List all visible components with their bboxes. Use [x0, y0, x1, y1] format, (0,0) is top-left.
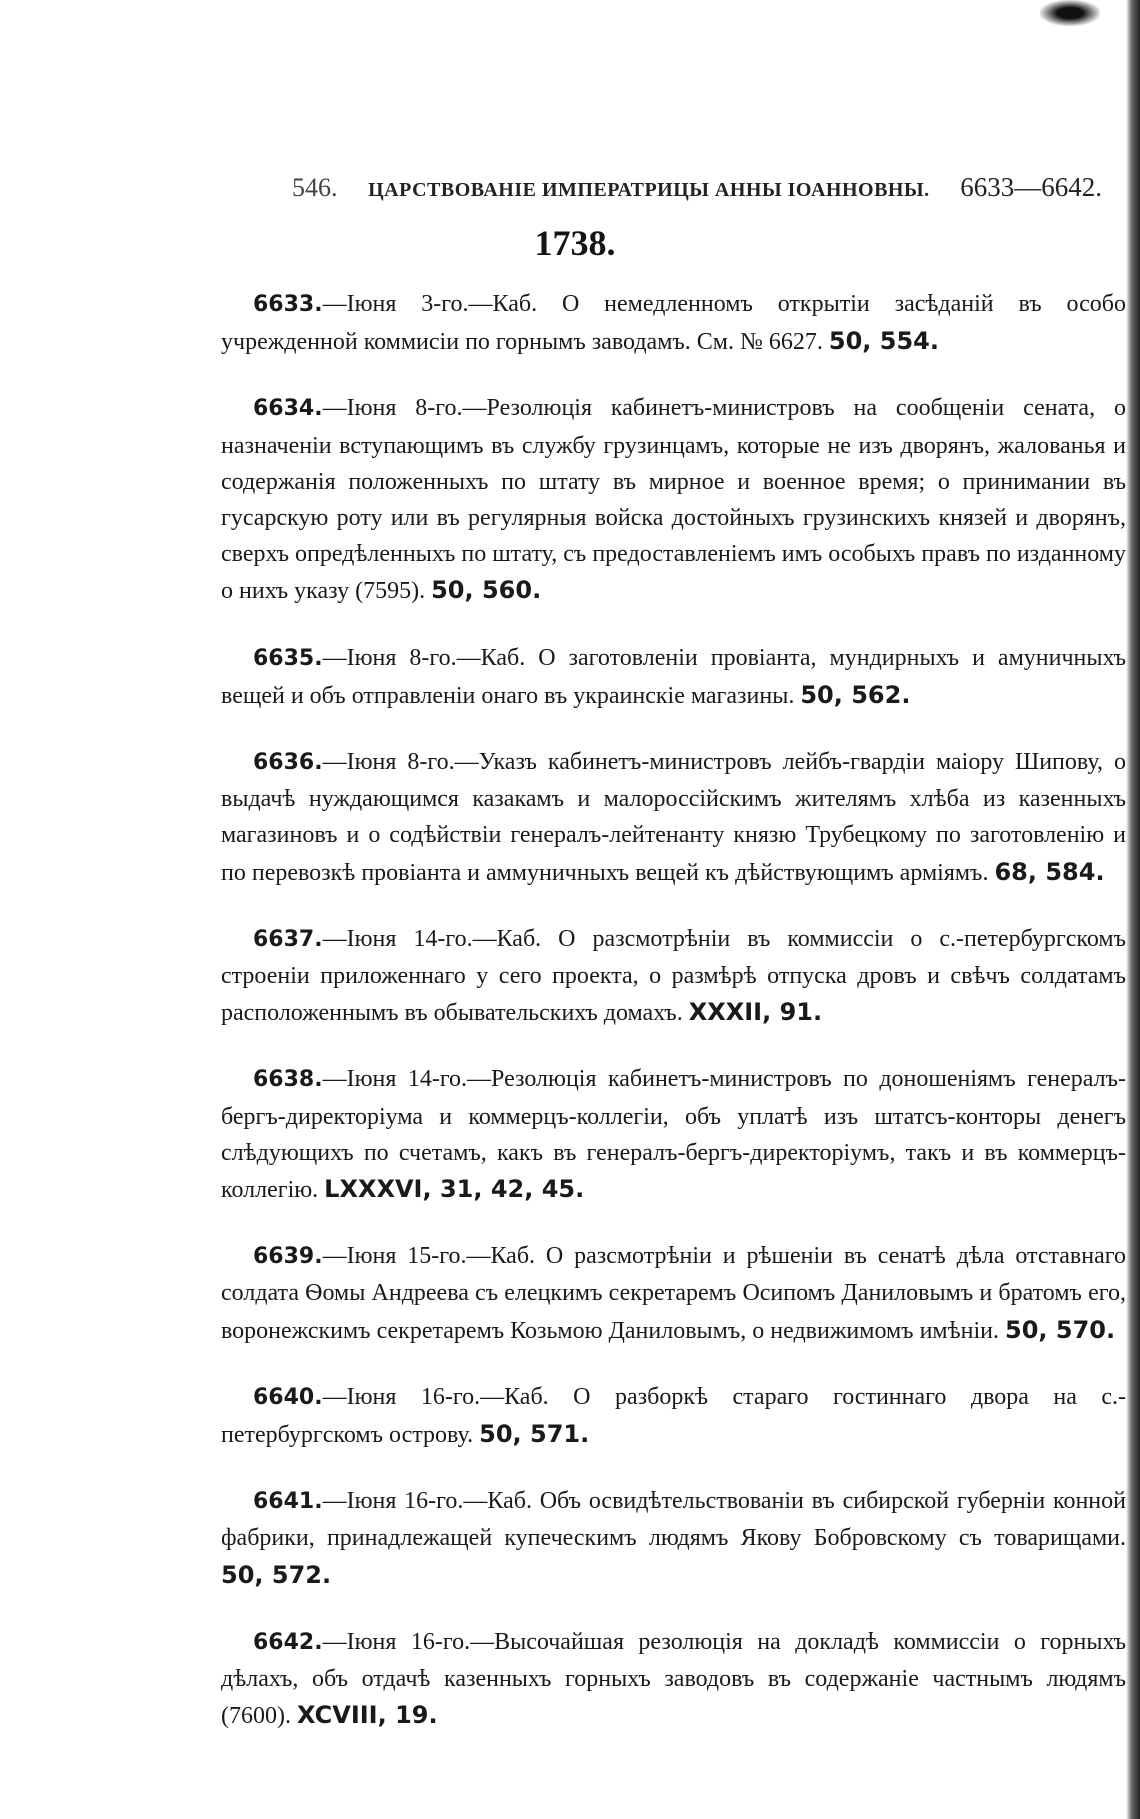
entries-list	[221, 286, 1126, 1765]
page-edge	[1126, 0, 1140, 1819]
entry-ref: XXXII, 91.	[688, 998, 823, 1027]
entry	[221, 1238, 1126, 1349]
entry-text: —Іюня 14-го.—Каб. О разсмотрѣніи въ коммиссіи о с.-петербургскомъ строеніи приложеннаго у сего проекта, о размѣрѣ отпуска дровъ и свѣчъ солдатамъ расположеннымъ въ обывательскихъ домахъ.	[221, 925, 1126, 1027]
entry	[221, 640, 1126, 714]
entry-number: 6641.	[253, 1489, 323, 1515]
entry	[221, 921, 1126, 1032]
entry-ref: 50, 560.	[431, 576, 542, 605]
entry	[221, 390, 1126, 609]
entry-number: 6638.	[253, 1067, 323, 1093]
entry-ref: 50, 571.	[479, 1420, 590, 1449]
entry-ref: 50, 562.	[800, 680, 911, 709]
entry-ref: LXXXVI, 31, 42, 45.	[324, 1175, 585, 1204]
entry	[221, 744, 1126, 891]
entry	[221, 1624, 1126, 1735]
entry-text: —Іюня 8-го.—Резолюція кабинетъ-министровъ на сообщеніи сената, о назначеніи вступающимъ въ службу грузинцамъ, которые не изъ дворянъ, жалованья и содержанія положенныхъ по штату въ мирное и военное время; о принимании въ гусарскую роту или въ регулярныя войска достойныхъ грузинскихъ князей и дворянъ, сверхъ опредѣленныхъ по штату, съ предоставленіемъ имъ особыхъ правъ по изданному о нихъ указу (7595).	[221, 395, 1126, 605]
year-heading: 1738.	[534, 223, 616, 263]
entry-text: —Іюня 16-го.—Высочайшая резолюція на докладѣ коммиссіи о горныхъ дѣлахъ, объ отдачѣ казенныхъ горныхъ заводовъ въ содержаніе частнымъ людямъ (7600).	[221, 1628, 1126, 1730]
entry-text: —Іюня 8-го.—Указъ кабинетъ-министровъ лейбъ-гвардіи маіору Шипову, о выдачѣ нуждающимся казакамъ и малороссійскимъ жителямъ хлѣба из казенныхъ магазиновъ и о содѣйствіи генералъ-лейтенанту князю Трубецкому по заготовленію и по перевозкѣ провіанта и аммуничныхъ вещей къ дѣйствующимъ арміямъ.	[221, 749, 1126, 886]
entry-number: 6636.	[253, 750, 323, 776]
page-number: 546.	[292, 173, 338, 202]
entry-ref: 50, 554.	[828, 327, 939, 356]
entry-range: 6633—6642.	[960, 172, 1102, 202]
entry-ref: 50, 572.	[221, 1560, 332, 1589]
entry-number: 6639.	[253, 1244, 323, 1270]
entry	[221, 1483, 1126, 1594]
entry-number: 6642.	[253, 1629, 323, 1655]
entry-text: —Іюня 15-го.—Каб. О разсмотрѣніи и рѣшеніи въ сенатѣ дѣла отставнаго солдата Ѳомы Андреева съ елецкимъ секретаремъ Осипомъ Даниловымъ и братомъ его, воронежскимъ секретаремъ Козьмою Даниловымъ, о недвижимомъ имѣніи.	[221, 1243, 1126, 1344]
entry-text: —Іюня 14-го.—Резолюція кабинетъ-министровъ по доношеніямъ генералъ-бергъ-директоріума и коммерцъ-коллегіи, объ уплатѣ изъ штатсъ-конторы денегъ слѣдующихъ по счетамъ, какъ въ генералъ-бергъ-директоріумъ, такъ и въ коммерцъ-коллегію.	[221, 1066, 1126, 1204]
entry-ref: 50, 570.	[1005, 1315, 1116, 1344]
entry-ref: XCVIII, 19.	[296, 1701, 438, 1730]
ink-blot	[1040, 0, 1100, 26]
entry-text: —Іюня 3-го.—Каб. О немедленномъ открытіи засѣданій въ особо учрежденной коммисіи по горнымъ заводамъ. См. № 6627.	[221, 291, 1126, 356]
entry	[221, 286, 1126, 360]
entry	[221, 1061, 1126, 1208]
entry-ref: 68, 584.	[994, 857, 1105, 886]
entry-number: 6633.	[253, 292, 323, 317]
entry-number: 6635.	[253, 645, 323, 671]
entry-text: —Іюня 16-го.—Каб. Объ освидѣтельствованіи въ сибирской губерніи конной фабрики, принадлежащей купеческимъ людямъ Якову Бобровскому съ товарищами.	[221, 1488, 1126, 1552]
entry-number: 6640.	[253, 1384, 323, 1410]
running-head	[292, 172, 1102, 203]
running-title: ЦАРСТВОВАНІЕ ИМПЕРАТРИЦЫ АННЫ ІОАННОВНЫ.	[368, 179, 930, 201]
entry-text: —Іюня 16-го.—Каб. О разборкѣ стараго гостиннаго двора на с.-петербургскомъ острову.	[221, 1383, 1126, 1449]
entry-text: —Іюня 8-го.—Каб. О заготовленіи провіанта, мундирныхъ и амуничныхъ вещей и объ отправленіи онаго въ украинскіе магазины.	[221, 644, 1126, 709]
entry	[221, 1379, 1126, 1453]
entry-number: 6637.	[253, 926, 323, 952]
entry-number: 6634.	[253, 396, 323, 422]
